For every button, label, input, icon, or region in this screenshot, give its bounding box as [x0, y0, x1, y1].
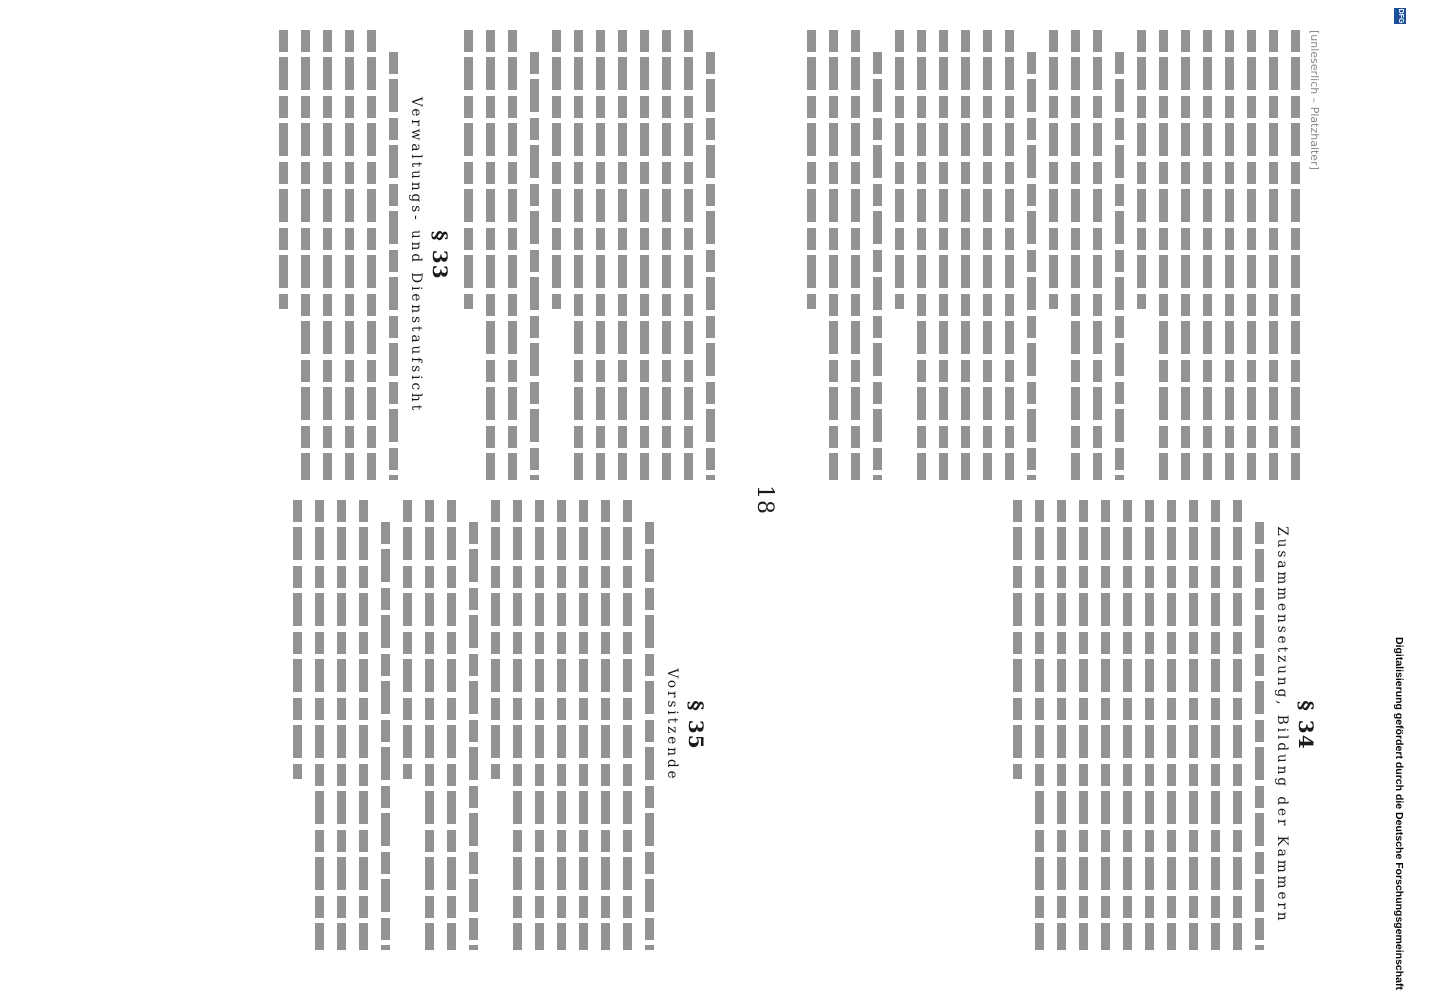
section-33-heading: § 33 — [428, 230, 452, 280]
section-34-heading: § 34 — [1294, 700, 1318, 750]
section-35-subtitle: Vorsitzende — [663, 668, 680, 782]
dfg-logo-icon: DFG — [1382, 8, 1406, 20]
paragraph-placeholder — [552, 30, 715, 480]
paragraph-placeholder — [464, 30, 539, 480]
left-column-lower — [125, 30, 715, 480]
paragraph-placeholder — [491, 500, 654, 950]
section-33-subtitle: Verwaltungs- und Dienstaufsicht — [407, 96, 424, 414]
right-column-lower — [125, 500, 715, 950]
paragraph-placeholder — [895, 30, 1036, 480]
paragraph-placeholder — [807, 30, 882, 480]
section-34-subtitle: Zusammensetzung, Bildung der Kammern — [1273, 526, 1290, 924]
paragraph-placeholder: [unleserlich – Platzhalter] — [1137, 30, 1325, 480]
page-number: 18 — [752, 485, 777, 515]
right-column-upper — [725, 500, 1325, 950]
paragraph-placeholder — [403, 500, 478, 950]
paragraph-placeholder — [279, 30, 398, 480]
rotated-page-content — [125, 30, 1325, 970]
section-35-heading: § 35 — [684, 700, 708, 750]
footer-credit: Digitalisierung gefördert durch die Deutsche Forschungsgemeinschaft — [1393, 637, 1405, 990]
paragraph-placeholder — [1049, 30, 1124, 480]
paragraph-placeholder — [293, 500, 390, 950]
dfg-footer — [1388, 4, 1408, 1000]
left-column-upper — [725, 30, 1325, 480]
paragraph-placeholder — [1013, 500, 1264, 950]
